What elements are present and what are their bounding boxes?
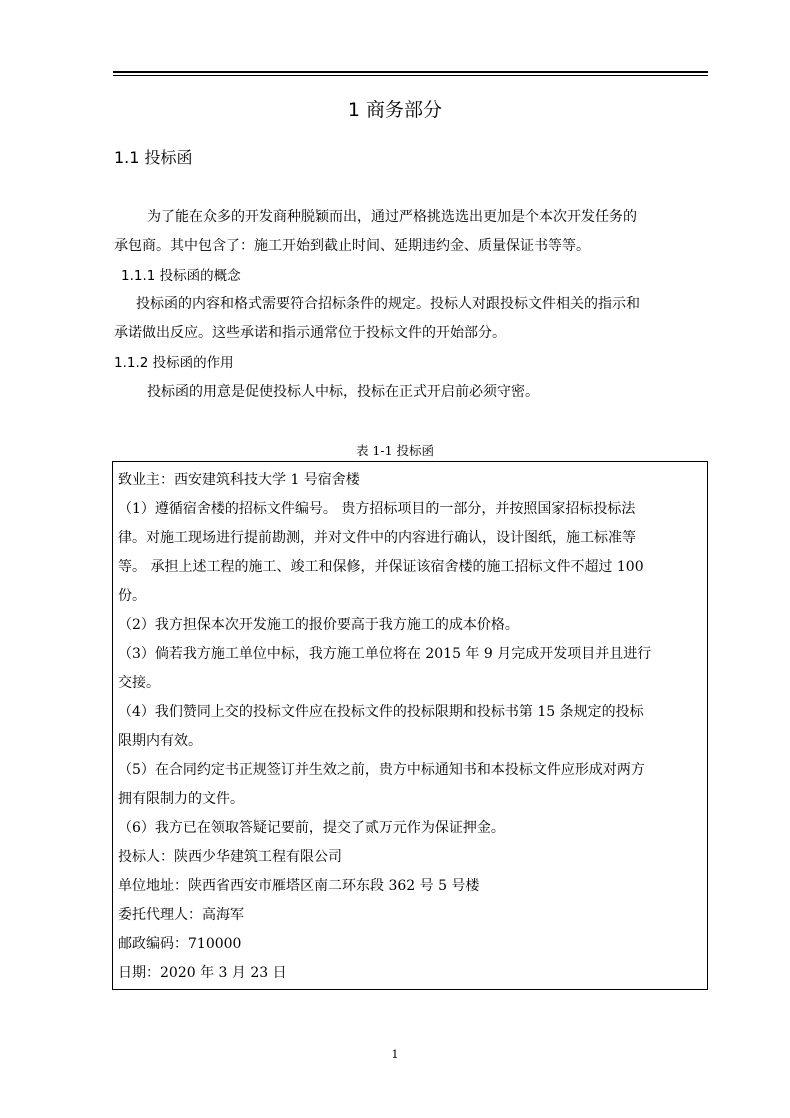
- bid-letter-line: 限期内有效。: [118, 733, 202, 749]
- bid-letter-line: 交接。: [118, 675, 160, 691]
- subsection-1-heading: 1.1.1 投标函的概念: [121, 268, 241, 284]
- bid-letter-line: 致业主：西安建筑科技大学 1 号宿舍楼: [118, 472, 360, 488]
- bid-letter-line: （2）我方担保本次开发施工的报价要高于我方施工的成本价格。: [118, 617, 519, 633]
- header-rule-thick: [113, 71, 708, 73]
- intro-line-2: 承包商。其中包含了：施工开始到截止时间、延期违约金、质量保证书等等。: [114, 238, 590, 254]
- chapter-title: 1 商务部分: [347, 99, 443, 121]
- bid-letter-line: （3）倘若我方施工单位中标，我方施工单位将在 2015 年 9 月完成开发项目并且进行: [118, 646, 652, 662]
- subsection-1-line-2: 承诺做出反应。这些承诺和指示通常位于投标文件的开始部分。: [114, 325, 506, 341]
- bid-letter-line: 邮政编码：710000: [118, 936, 242, 952]
- bid-letter-line: （6）我方已在领取答疑记要前，提交了贰万元作为保证押金。: [118, 820, 505, 836]
- bid-letter-line: 单位地址：陕西省西安市雁塔区南二环东段 362 号 5 号楼: [118, 878, 480, 894]
- bid-letter-line: 份。: [118, 588, 146, 604]
- bid-letter-line: 日期：2020 年 3 月 23 日: [118, 965, 287, 981]
- bid-letter-table: [112, 461, 708, 990]
- section-heading: 1.1 投标函: [114, 148, 193, 167]
- page-number: 1: [391, 1048, 399, 1061]
- bid-letter-line: 投标人：陕西少华建筑工程有限公司: [118, 849, 342, 865]
- subsection-1-line-1: 投标函的内容和格式需要符合招标条件的规定。投标人对跟投标文件相关的指示和: [136, 296, 640, 312]
- bid-letter-line: （4）我们赞同上交的投标文件应在投标文件的投标限期和投标书第 15 条规定的投标: [118, 704, 644, 720]
- intro-line-1: 为了能在众多的开发商种脱颖而出，通过严格挑选选出更加是个本次开发任务的: [147, 209, 637, 225]
- bid-letter-line: 拥有限制力的文件。: [118, 791, 244, 807]
- bid-letter-line: （1）遵循宿舍楼的招标文件编号。 贵方招标项目的一部分，并按照国家招标投标法: [118, 501, 636, 517]
- subsection-2-heading: 1.1.2 投标函的作用: [114, 355, 234, 371]
- bid-letter-line: 委托代理人：高海军: [118, 907, 244, 923]
- bid-letter-line: （5）在合同约定书正规签订并生效之前，贵方中标通知书和本投标文件应形成对两方: [118, 762, 645, 778]
- bid-letter-line: 律。对施工现场进行提前勘测，并对文件中的内容进行确认，设计图纸，施工标准等: [118, 530, 636, 546]
- subsection-2-line-1: 投标函的用意是促使投标人中标，投标在正式开启前必须守密。: [147, 384, 539, 400]
- header-rule-thin: [113, 75, 708, 76]
- table-caption: 表 1-1 投标函: [355, 443, 435, 458]
- bid-letter-line: 等。 承担上述工程的施工、竣工和保修，并保证该宿舍楼的施工招标文件不超过 100: [118, 559, 644, 575]
